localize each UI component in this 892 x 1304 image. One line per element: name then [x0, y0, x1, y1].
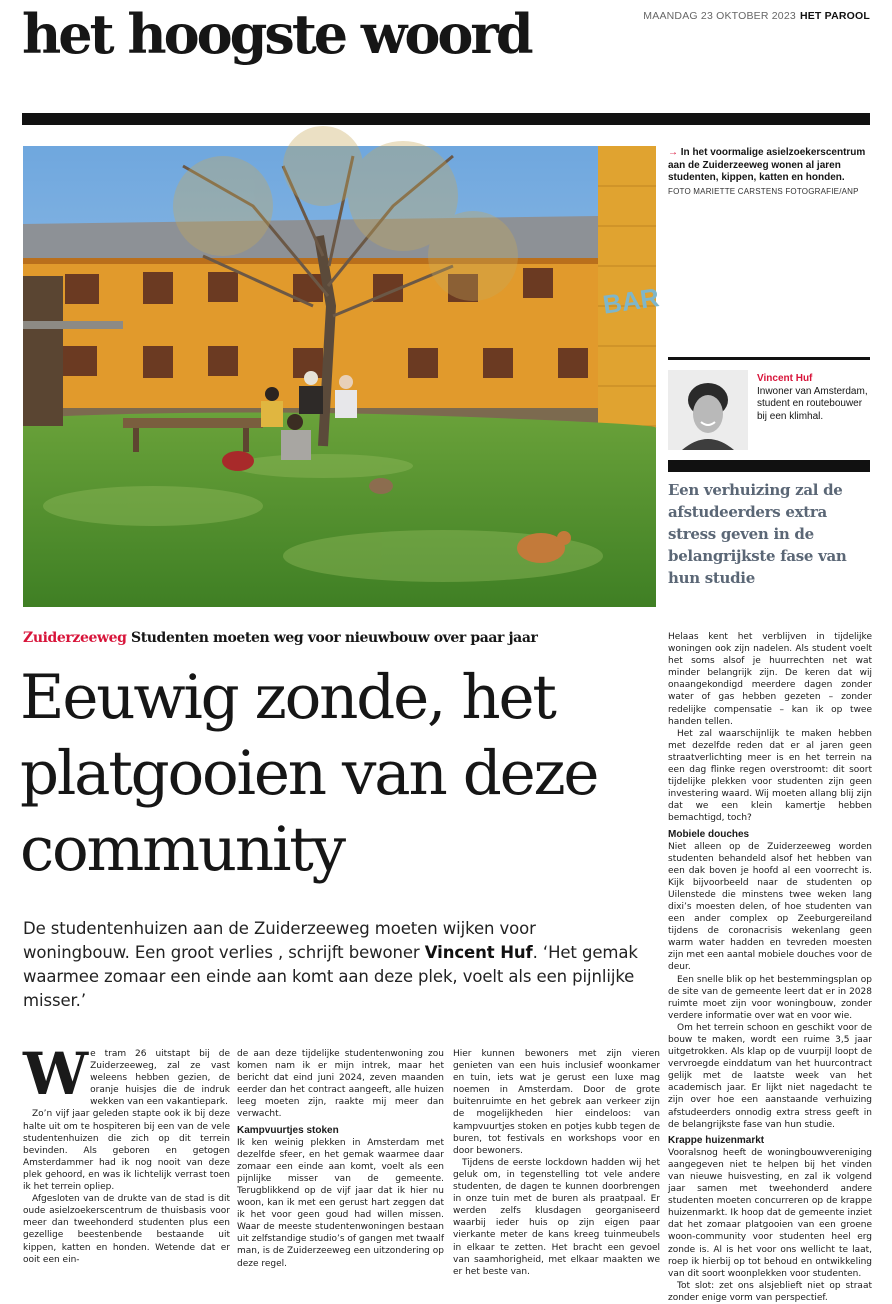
subheading: Krappe huizenmarkt [668, 1134, 765, 1146]
paragraph: Tijdens de eerste lockdown hadden wij het geluk om, in tegenstelling tot vele andere studenten, de dagen te kunnen doorbrengen in onze tuin met de buren als praatpaal. Er werden zelfs klusdagen georganiseerd waarbij ieder huis op zijn eigen paar vierkante meter de kans kreeg tuinmeubels in elkaar te zetten. Het bracht een gevoel van saamhorigheid, met elkaar maakten we er het beste van. [453, 1157, 660, 1277]
article-column-3 [453, 1048, 660, 1278]
author-bio: Inwoner van Amsterdam, student en routebouwer bij een klimhal. [757, 385, 868, 422]
paragraph: Tot slot: zet ons alsjeblieft niet op straat zonder enige vorm van perspectief. [668, 1280, 872, 1303]
paragraph: Afgesloten van de drukte van de stad is dit oude asielzoekerscentrum de thuisbasis voor meer dan tweehonderd studenten plus een gezellige beestenbende bestaande uit kippen, katten en honden. Wetende dat er ooit een ein- [23, 1194, 230, 1265]
paragraph: Vooralsnog heeft de woningbouwvereniging aangegeven niet te helpen bij het vinden van nieuwe huisvesting, en zal ik volgend jaar samen met tweehonderd andere studenten moeten concurreren op de krappe huizenmarkt. Ik hoop dat de gemeente inziet dat het zomaar platgooien van een groene woon-community voor studenten heel erg zonde is. Al is het voor ons wellicht te laat, roep ik hierbij op tot behoud en ontwikkeling van dit soort woonplekken voor studenten. [668, 1147, 872, 1279]
drop-cap: W [23, 1040, 87, 1108]
paragraph: Niet alleen op de Zuiderzeeweg worden studenten behandeld alsof het hebben van een dak boven je hoofd al een voorrecht is. Kijk bijvoorbeeld naar de studenten op Uilenstede die minstens twee weken lang dixi’s moesten delen, of hoe studenten van een ander complex op Zeeburgereiland tijdens de coronacrisis wekenlang geen warm water hadden en tevreden moesten zijn met een aantal mobiele douches voor de deur. [668, 841, 872, 973]
article-column-2 [237, 1048, 444, 1270]
arrow-right-icon: → [668, 147, 678, 158]
quote-rule [668, 460, 870, 472]
author-portrait [668, 370, 748, 450]
masthead-rule [22, 113, 870, 125]
kicker-place: Zuiderzeeweg [23, 630, 127, 646]
author-name: Vincent Huf [757, 373, 813, 384]
bar-sign: BAR [600, 282, 661, 320]
paragraph: Het zal waarschijnlijk te maken hebben met dezelfde reden dat er al jaren geen straatverlichting meer is en het terrein na een dag flinke regen overstroomt: dit soort tijdelijke plekken voor studenten zijn geen investering waard. Wij moeten allang blij zijn dat we een klein kamertje hebben bemachtigd, toch? [668, 728, 872, 824]
intro-text: De studentenhuizen aan de Zuiderzeeweg moeten wijken voor woningbouw. Een groot verlies , schrijft bewoner [23, 919, 536, 962]
author-rule [668, 357, 870, 360]
section-title: het hoogste woord [22, 2, 531, 66]
paragraph: Hier kunnen bewoners met zijn vieren genieten van een huis inclusief woonkamer en tuin, iets wat je gerust een luxe mag noemen in Amsterdam. Door de grote buitenruimte en het gebrek aan verkeer zijn de mogelijkheden hier eindeloos: van kampvuurtjes stoken en potjes kubb tegen de buren, tot festivals en workshops voor en door bewoners. [453, 1049, 660, 1156]
article-headline: Eeuwig zonde, het platgooien van deze community [20, 662, 598, 885]
subheading: Mobiele douches [668, 828, 750, 840]
paragraph: Een snelle blik op het bestemmingsplan op de site van de gemeente leert dat er in 2028 ruimte moet zijn voor woningbouw, zonder verdere informatie over wat en voor wie. [668, 974, 872, 1021]
kicker-text: Studenten moeten weg voor nieuwbouw over paar jaar [131, 630, 538, 646]
article-column-1 [23, 1040, 230, 1266]
author-box [757, 373, 872, 423]
article-column-4 [668, 631, 872, 1304]
intro-author-name: Vincent Huf [424, 943, 533, 962]
article-photo [23, 146, 661, 607]
caption-text: In het voormalige asielzoekerscentrum aan de Zuiderzeeweg wonen al jaren studenten, kippen, katten en honden. [668, 147, 866, 183]
article-kicker [23, 630, 538, 646]
paragraph: e tram 26 uitstapt bij de Zuiderzeeweg, zal ze vast weleens hebben gezien, de oranje huisjes die de indruk wekken van een vakantiepark. [90, 1049, 230, 1108]
article-intro [23, 917, 643, 1013]
paragraph: Om het terrein schoon en geschikt voor de bouw te maken, wordt een ruime 3,5 jaar uitgetrokken. Als klap op de vuurpijl loopt de vervroegde einddatum van het huurcontract gelijk met de laatste week van het academisch jaar. Er lijkt niet nagedacht te zijn over hoe een aanstaande verhuizing afstudeerders onnodig extra stress geeft in de belangrijkste fase van hun studie. [668, 1022, 872, 1130]
subheading: Kampvuurtjes stoken [237, 1124, 339, 1136]
intro-quote: . ‘Het gemak waarmee zomaar een einde aan komt aan deze plek, voelt als een pijnlijke misser.’ [23, 943, 638, 1010]
edition-date: MAANDAG 23 OKTOBER 2023 [643, 10, 796, 22]
edition-info [643, 10, 870, 22]
paragraph: Helaas kent het verblijven in tijdelijke woningen ook zijn nadelen. Als student voelt het soms alsof je huurrechten net wat minder belangrijk zijn. De keren dat wij onaangekondigd meerdere dagen zonder water of gas hebben gezeten – zonder redelijke compensatie – kan ik op twee handen tellen. [668, 632, 872, 727]
paragraph: de aan deze tijdelijke studentenwoning zou komen nam ik er mijn intrek, maar het bericht dat eind juni 2024, zeven maanden eerder dan het contract aangeeft, alle huizen leeg moeten zijn, raakte mij meer dan verwacht. [237, 1049, 444, 1120]
photo-credit: FOTO MARIETTE CARSTENS FOTOGRAFIE/ANP [668, 186, 859, 196]
pull-quote: Een verhuizing zal de afstudeerders extra stress geven in de belangrijkste fase van hun studie [668, 481, 847, 587]
newspaper-name: HET PAROOL [799, 10, 870, 22]
photo-caption [668, 147, 872, 197]
paragraph: Zo’n vijf jaar geleden stapte ook ik bij deze halte uit om te hospiteren bij een van de vele studentenhuizen die zich op dit terrein bevinden. Als geboren en getogen Amsterdammer had ik nog nooit van deze plek gehoord, en was ik lichtelijk verrast toen ik het terrein opliep. [23, 1109, 230, 1193]
paragraph: Ik ken weinig plekken in Amsterdam met dezelfde sfeer, en het gemak waarmee daar zomaar een einde aan komt, voelt als een pijnlijke misser van de gemeente. Terugblikkend op de vijf jaar dat ik hier nu woon, kan ik met een gerust hart zeggen dat ik het voor geen goud had willen missen. Waar de meeste studentenwoningen bestaan uit zelfstandige studio’s of gangen met twaalf man, is de Zuiderzeeweg een uitzondering op deze regel. [237, 1137, 444, 1269]
